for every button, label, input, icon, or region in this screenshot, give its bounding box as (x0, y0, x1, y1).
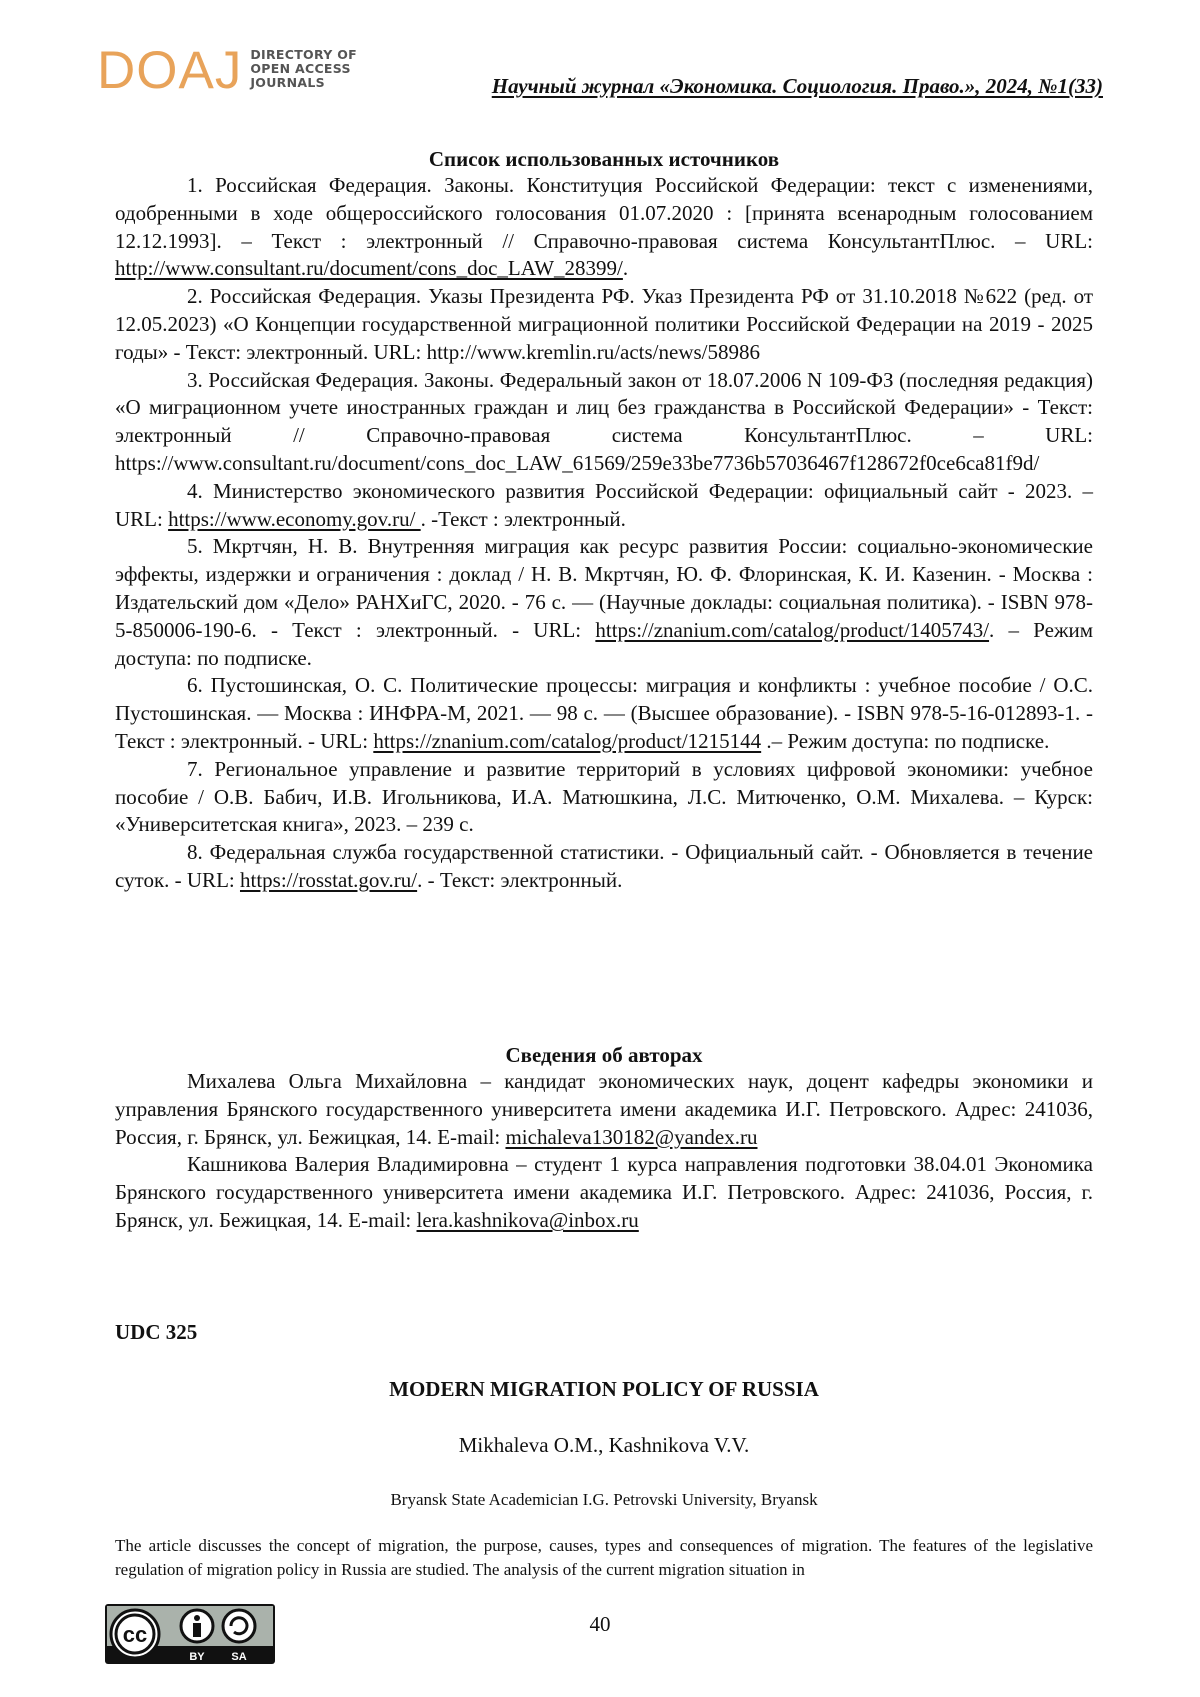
reference-suffix: . -Текст : электронный. (420, 506, 626, 531)
reference-text: 3. Российская Федерация. Законы. Федеральный закон от 18.07.2006 N 109-ФЗ (последняя редакция) «О миграционном учете иностранных граждан и лиц без гражданства в Российской Федерации» - Текст: электронный // Справочно-правовая система КонсультантПлюс. – URL: https://www.consultant.ru/document/cons_doc_LAW_61569/259e33be7736b57036467f128672f0ce6ca81f9d/ (115, 367, 1093, 475)
page-number: 40 (589, 1612, 611, 1636)
doaj-logo-text: DIRECTORY OF OPEN ACCESS JOURNALS (250, 47, 357, 90)
article-authors-en: Mikhaleva O.M., Kashnikova V.V. (458, 1433, 750, 1457)
reference-text: 6. Пустошинская, О. С. Политические процессы: миграция и конфликты : учебное пособие / О.С. Пустошинская. — Москва : ИНФРА-М, 2021. — 98 с. — (Высшее образование). - ISBN 978-5-16-012893-1. - Текст : электронный. - URL: (115, 673, 1093, 753)
doaj-logo (97, 41, 357, 100)
reference-text: 8. Федеральная служба государственной статистики. - Официальный сайт. - Обновляется в течение суток. - URL: (115, 840, 1093, 892)
authors-section (115, 1042, 1093, 1235)
reference-item (115, 172, 1093, 283)
doaj-logo-mark: DOAJ (97, 41, 243, 100)
reference-link[interactable]: https://znanium.com/catalog/product/1405743/ (595, 617, 990, 642)
reference-suffix: .– Режим доступа: по подписке. (761, 728, 1050, 753)
reference-item (115, 533, 1093, 672)
references-list (115, 172, 1093, 895)
references-section (115, 146, 1093, 895)
reference-text: 4. Министерство экономического развития Российской Федерации: официальный сайт - 2023. – URL: (115, 478, 1093, 531)
cc-sa-label: SA (231, 1651, 247, 1663)
reference-link[interactable]: https://www.economy.gov.ru/ (168, 506, 421, 531)
cc-by-label: BY (189, 1651, 205, 1663)
journal-header: Научный журнал «Экономика. Социология. Право.», 2024, №1(33) (491, 74, 1103, 98)
article-affiliation-en: Bryansk State Academician I.G. Petrovski University, Bryansk (390, 1490, 818, 1509)
reference-item (115, 756, 1093, 839)
reference-item (115, 478, 1093, 534)
reference-text: 2. Российская Федерация. Указы Президента РФ. Указ Президента РФ от 31.10.2018 №622 (ред. от 12.05.2023) «О Концепции государственной миграционной политики Российской Федерации на 2019 - 2025 годы» - Текст: электронный. URL: http://www.kremlin.ru/acts/news/58986 (115, 284, 1093, 364)
author-text: Кашникова Валерия Владимировна – студент 1 курса направления подготовки 38.04.01 Экономика Брянского государственного университета имени академика И.Г. Петровского. Адрес: 241036, Россия, г. Брянск, ул. Бежицкая, 14. E-mail: (115, 1152, 1093, 1232)
reference-link[interactable]: https://rosstat.gov.ru/ (239, 867, 418, 892)
article-abstract-en: The article discusses the concept of migration, the purpose, causes, types and consequences of migration. The features of the legislative regulation of migration policy in Russia are studied. The analysis of the current migration situation in (115, 1536, 1093, 1579)
reference-link[interactable]: https://znanium.com/catalog/product/1215144 (373, 728, 762, 753)
reference-item (115, 367, 1093, 478)
reference-text: 7. Региональное управление и развитие территорий в условиях цифровой экономики: учебное пособие / О.В. Бабич, И.В. Игольникова, И.А. Матюшкина, Л.С. Митюченко, О.М. Михалева. – Курск: «Университетская книга», 2023. – 239 с. (115, 756, 1093, 837)
reference-suffix: . - Текст: электронный. (417, 867, 623, 892)
reference-suffix: . (622, 256, 629, 281)
author-item (115, 1068, 1093, 1151)
reference-suffix: . – Режим доступа: по подписке. (115, 617, 1094, 670)
author-item (115, 1151, 1093, 1234)
reference-item (115, 839, 1093, 895)
svg-text:cc: cc (122, 1622, 148, 1647)
author-text: Михалева Ольга Михайловна – кандидат экономических наук, доцент кафедры экономики и управления Брянского государственного университета имени академика И.Г. Петровского. Адрес: 241036, Россия, г. Брянск, ул. Бежицкая, 14. E-mail: (115, 1069, 1093, 1149)
reference-text: 5. Мкртчян, Н. В. Внутренняя миграция как ресурс развития России: социально-экономические эффекты, издержки и ограничения : доклад / Н. В. Мкртчян, Ю. Ф. Флоринская, К. И. Казенин. - Москва : Издательский дом «Дело» РАНХиГС, 2020. - 76 с. — (Научные доклады: социальная политика). - ISBN 978-5-850006-190-6. - Текст : электронный. - URL: (115, 534, 1093, 642)
reference-text: 1. Российская Федерация. Законы. Конституция Российской Федерации: текст с изменениями, одобренными в ходе общероссийского голосования 01.07.2020 : [принята всенародным голосованием 12.12.1993]. – Текст : электронный // Справочно-правовая система КонсультантПлюс. – URL: (115, 173, 1093, 253)
reference-link[interactable]: http://www.consultant.ru/document/cons_doc_LAW_28399/ (115, 256, 623, 281)
udc-code: UDC 325 (115, 1320, 198, 1344)
references-title: Список использованных источников (428, 147, 780, 171)
authors-title: Сведения об авторах (505, 1043, 703, 1067)
author-email-link[interactable]: michaleva130182@yandex.ru (505, 1124, 758, 1149)
reference-item (115, 283, 1093, 366)
authors-list (115, 1068, 1093, 1235)
reference-item (115, 672, 1093, 755)
article-title-en: MODERN MIGRATION POLICY OF RUSSIA (389, 1377, 819, 1401)
author-email-link[interactable]: lera.kashnikova@inbox.ru (416, 1207, 639, 1232)
